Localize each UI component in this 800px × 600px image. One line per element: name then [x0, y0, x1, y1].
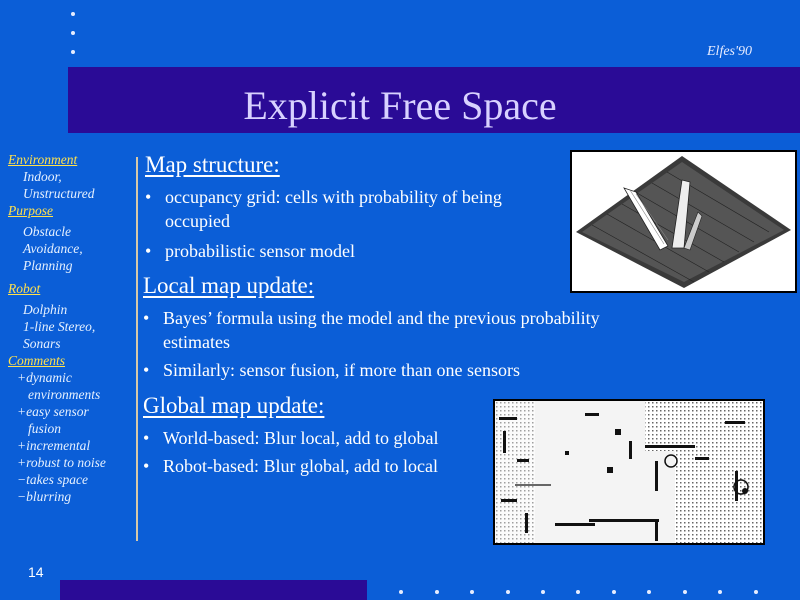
section-map-structure: [145, 151, 565, 263]
decor-dot: [470, 590, 474, 594]
sidebar-line: −takes space: [17, 472, 88, 487]
decor-dot: [71, 31, 75, 35]
bullet-item: • World-based: Blur local, add to global: [143, 428, 439, 448]
sidebar-line: +incremental: [17, 438, 91, 453]
bullet-item: • Robot-based: Blur global, add to local: [143, 456, 438, 476]
section-heading: Map structure:: [145, 152, 280, 177]
occupancy-grid-surface-image: [570, 150, 797, 293]
sidebar-line: Indoor,: [23, 169, 62, 184]
sidebar: [8, 151, 133, 505]
sidebar-head-comments: Comments: [8, 353, 65, 368]
section-global-map-update: [143, 392, 473, 478]
bottom-band: [60, 580, 367, 600]
decor-dot: [506, 590, 510, 594]
sidebar-line: +dynamic: [17, 370, 72, 385]
decor-dot: [754, 590, 758, 594]
bullet-item: • Similarly: sensor fusion, if more than one sensors: [143, 360, 520, 380]
section-local-map-update: [143, 272, 613, 382]
global-occupancy-map-image: [493, 399, 765, 545]
decor-dot: [647, 590, 651, 594]
decor-dot: [435, 590, 439, 594]
sidebar-line: fusion: [28, 421, 62, 436]
section-heading: Local map update:: [143, 273, 315, 298]
decor-dot: [683, 590, 687, 594]
section-heading: Global map update:: [143, 393, 325, 418]
decor-dot: [541, 590, 545, 594]
sidebar-line: environments: [28, 387, 101, 402]
slide-credit: Elfes'90: [707, 44, 752, 59]
sidebar-line: Sonars: [23, 336, 61, 351]
decor-dot: [399, 590, 403, 594]
decor-dot: [71, 12, 75, 16]
sidebar-divider: [136, 157, 138, 541]
sidebar-line: −blurring: [17, 489, 72, 504]
sidebar-line: +easy sensor: [17, 404, 89, 419]
decor-dot: [576, 590, 580, 594]
sidebar-line: +robust to noise: [17, 455, 106, 470]
sidebar-line: Unstructured: [23, 186, 95, 201]
decor-dot: [71, 50, 75, 54]
sidebar-line: 1-line Stereo,: [23, 319, 96, 334]
decor-dot: [612, 590, 616, 594]
sidebar-head-purpose: Purpose: [8, 203, 53, 218]
sidebar-line: Avoidance,: [23, 241, 83, 256]
bullet-item: • occupancy grid: cells with probability of being occupied: [145, 187, 502, 231]
slide-title: Explicit Free Space: [243, 83, 557, 128]
sidebar-line: Planning: [23, 258, 73, 273]
bullet-item: • Bayes’ formula using the model and the previous probability estimates: [143, 308, 600, 352]
page-number: 14: [28, 564, 44, 580]
decor-dot: [718, 590, 722, 594]
sidebar-line: Obstacle: [23, 224, 71, 239]
sidebar-line: Dolphin: [23, 302, 68, 317]
bullet-item: • probabilistic sensor model: [145, 241, 355, 261]
sidebar-head-robot: Robot: [8, 281, 41, 296]
sidebar-head-environment: Environment: [8, 152, 78, 167]
